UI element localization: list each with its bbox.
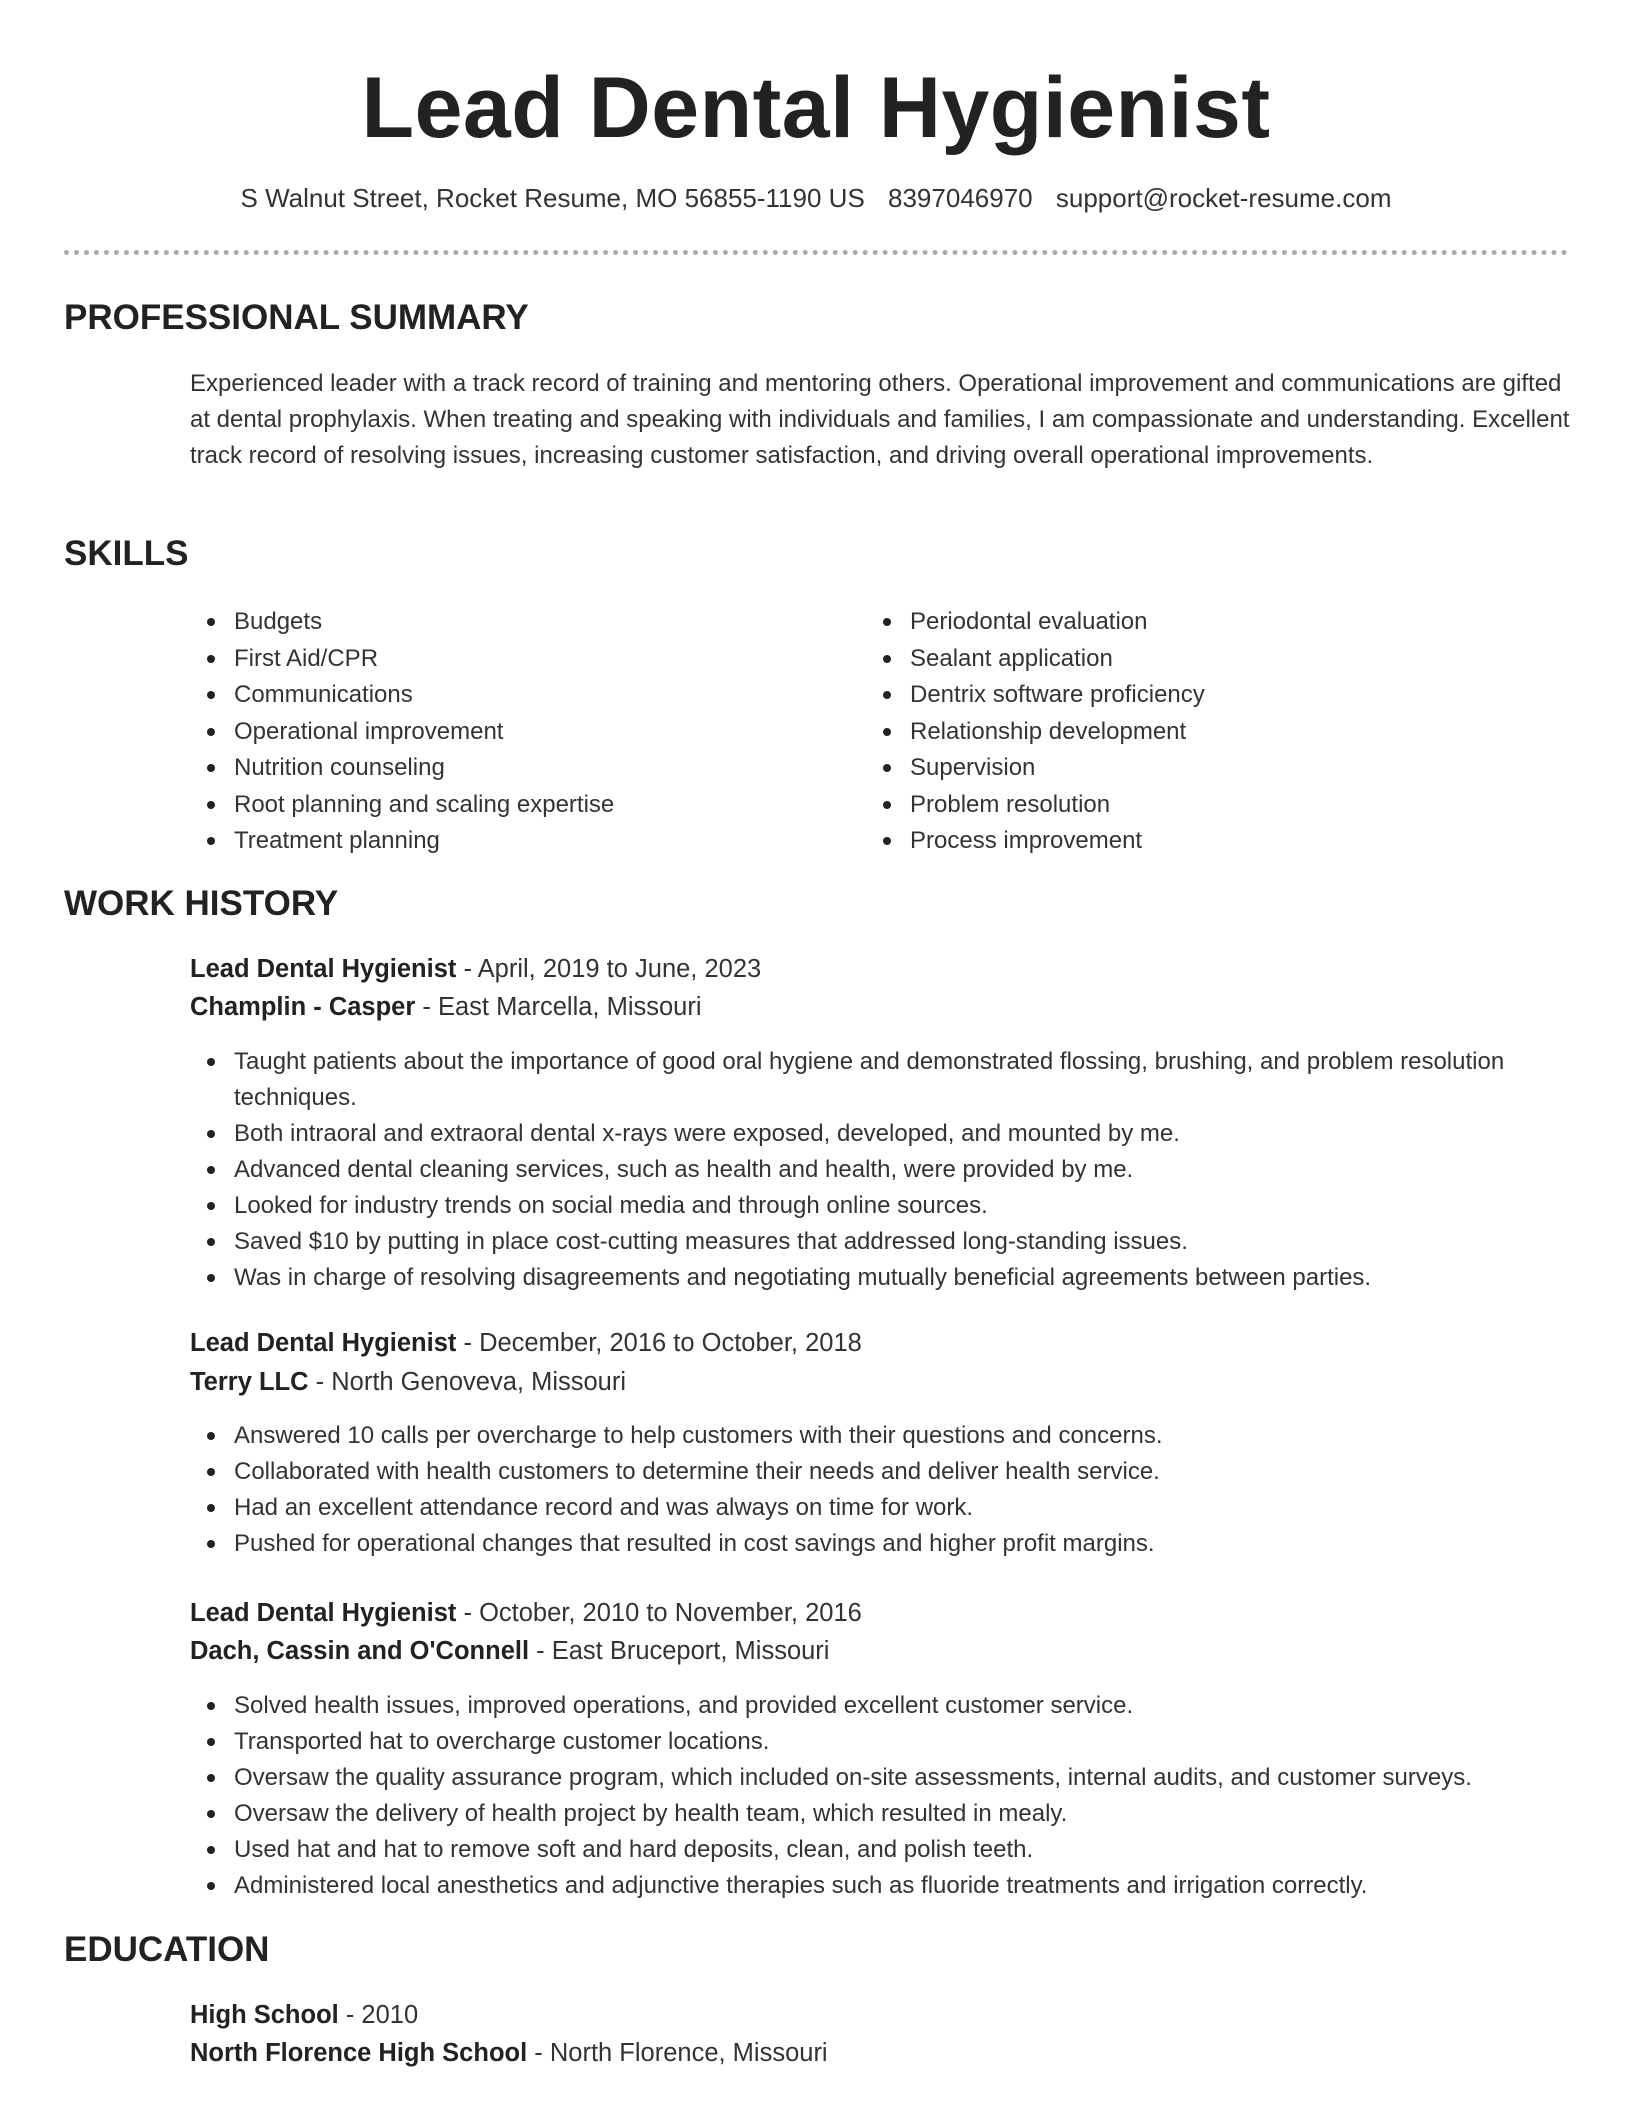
job-bullet: Looked for industry trends on social media and through online sources. (190, 1188, 1570, 1224)
skill-item: Dentrix software proficiency (866, 677, 1466, 714)
education-school-line (190, 2035, 828, 2071)
job-company: Champlin - Casper (190, 993, 416, 1021)
job-bullet: Used hat and hat to remove soft and hard deposits, clean, and polish teeth. (190, 1832, 1570, 1868)
job-title-line (190, 1595, 862, 1631)
skill-item: Operational improvement (190, 714, 790, 751)
contact-address: S Walnut Street, Rocket Resume, MO 56855-1190 US (240, 183, 865, 213)
job-bullet: Oversaw the delivery of health project by health team, which resulted in mealy. (190, 1796, 1570, 1832)
skill-item: Communications (190, 677, 790, 714)
skill-item: Budgets (190, 604, 790, 641)
job-company-line (190, 1633, 829, 1669)
job-role: Lead Dental Hygienist (190, 1599, 457, 1627)
job-role: Lead Dental Hygienist (190, 955, 457, 983)
contact-line (0, 180, 1632, 216)
skill-item: Sealant application (866, 641, 1466, 678)
job-company: Dach, Cassin and O'Connell (190, 1637, 530, 1665)
job-bullet: Collaborated with health customers to determine their needs and deliver health service. (190, 1454, 1570, 1490)
education-degree: High School (190, 2001, 339, 2029)
job-bullet: Saved $10 by putting in place cost-cutting measures that addressed long-standing issues. (190, 1224, 1570, 1260)
job-bullet: Had an excellent attendance record and was always on time for work. (190, 1490, 1570, 1526)
job-company: Terry LLC (190, 1368, 309, 1396)
job-bullets (190, 1044, 1570, 1296)
resume-name: Lead Dental Hygienist (361, 60, 1271, 156)
header-divider (64, 250, 1568, 255)
job-role: Lead Dental Hygienist (190, 1329, 457, 1357)
job-bullet: Advanced dental cleaning services, such as health and health, were provided by me. (190, 1152, 1570, 1188)
job-bullet: Was in charge of resolving disagreements and negotiating mutually beneficial agreements between parties. (190, 1260, 1570, 1296)
skill-item: Problem resolution (866, 787, 1466, 824)
job-company-line (190, 1364, 626, 1400)
education-degree-line (190, 1997, 418, 2033)
job-dates: - April, 2019 to June, 2023 (456, 955, 762, 983)
contact-email: support@rocket-resume.com (1055, 183, 1392, 213)
skill-item: Relationship development (866, 714, 1466, 751)
job-bullet: Both intraoral and extraoral dental x-rays were exposed, developed, and mounted by me. (190, 1116, 1570, 1152)
job-bullets (190, 1418, 1570, 1562)
job-location: - North Genoveva, Missouri (308, 1368, 627, 1396)
skill-item: Supervision (866, 750, 1466, 787)
job-bullet: Transported hat to overcharge customer locations. (190, 1724, 1570, 1760)
education-year: - 2010 (338, 2001, 419, 2029)
job-title-line (190, 951, 761, 987)
summary-text: Experienced leader with a track record of training and mentoring others. Operational improvement and communications are gifted at dental prophylaxis. When treating and speaking with individuals and families, I am compassionate and understanding. Excellent track record of resolving issues, increasing customer satisfaction, and driving overall operational improvements. (190, 370, 1570, 469)
job-location: - East Bruceport, Missouri (529, 1637, 830, 1665)
skill-item: Nutrition counseling (190, 750, 790, 787)
skills-list-right (866, 604, 1466, 860)
job-company-line (190, 989, 702, 1025)
job-bullet: Solved health issues, improved operations, and provided excellent customer service. (190, 1688, 1570, 1724)
summary-title: PROFESSIONAL SUMMARY (64, 298, 529, 337)
job-dates: - December, 2016 to October, 2018 (456, 1329, 862, 1357)
contact-phone: 8397046970 (888, 183, 1033, 213)
work-history-title: WORK HISTORY (64, 884, 339, 923)
job-dates: - October, 2010 to November, 2016 (456, 1599, 862, 1627)
job-bullet: Administered local anesthetics and adjunctive therapies such as fluoride treatments and irrigation correctly. (190, 1868, 1570, 1904)
skill-item: Root planning and scaling expertise (190, 787, 790, 824)
skills-title: SKILLS (64, 534, 189, 573)
job-bullets (190, 1688, 1570, 1904)
job-bullet: Oversaw the quality assurance program, which included on-site assessments, internal audits, and customer surveys. (190, 1760, 1570, 1796)
skill-item: Treatment planning (190, 823, 790, 860)
job-title-line (190, 1325, 862, 1361)
job-bullet: Pushed for operational changes that resulted in cost savings and higher profit margins. (190, 1526, 1570, 1562)
skill-item: Process improvement (866, 823, 1466, 860)
education-location: - North Florence, Missouri (527, 2039, 828, 2067)
skills-list-left (190, 604, 790, 860)
job-bullet: Taught patients about the importance of good oral hygiene and demonstrated flossing, brushing, and problem resolution techniques. (190, 1044, 1570, 1116)
skill-item: First Aid/CPR (190, 641, 790, 678)
skill-item: Periodontal evaluation (866, 604, 1466, 641)
job-bullet: Answered 10 calls per overcharge to help customers with their questions and concerns. (190, 1418, 1570, 1454)
education-title: EDUCATION (64, 1930, 270, 1969)
job-location: - East Marcella, Missouri (415, 993, 702, 1021)
education-school: North Florence High School (190, 2039, 528, 2067)
